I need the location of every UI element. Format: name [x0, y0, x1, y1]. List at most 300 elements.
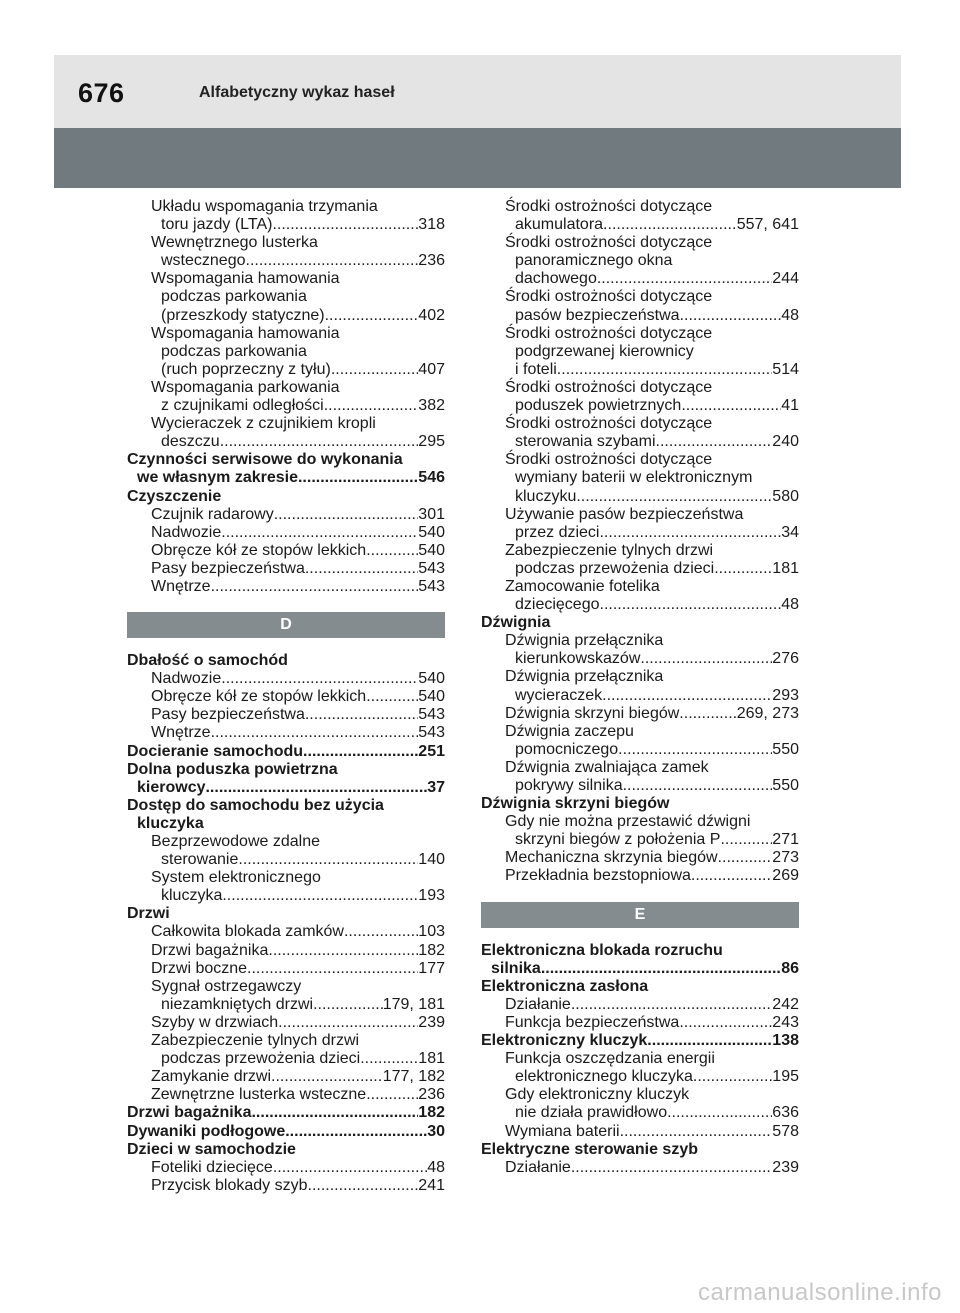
index-subentry	[481, 343, 799, 361]
entry-text: Środki ostrożności dotyczące	[505, 324, 713, 342]
page-ref: 241	[418, 1176, 445, 1194]
entry-text: elektronicznego kluczyka	[515, 1068, 693, 1086]
index-subentry	[481, 777, 799, 795]
page-ref: 251	[418, 742, 445, 760]
index-entry	[127, 905, 445, 923]
section-header-e: E	[481, 902, 799, 928]
entry-text: pasów bezpieczeństwa	[515, 306, 680, 324]
page-ref: 271	[772, 831, 799, 849]
leader-dots	[285, 1123, 427, 1141]
index-subentry	[481, 687, 799, 705]
page-ref: 540	[418, 670, 445, 688]
page-ref: 181	[418, 1050, 445, 1068]
entry-text: Obręcze kół ze stopów lekkich	[151, 688, 367, 706]
page-ref: 195	[772, 1068, 799, 1086]
entry-text: Przycisk blokady szyb	[151, 1176, 308, 1194]
index-entry	[127, 815, 445, 833]
leader-dots	[211, 724, 419, 742]
index-subentry	[127, 1159, 445, 1177]
index-subentry	[481, 996, 799, 1014]
index-subentry	[481, 415, 799, 433]
watermark: carmanualsonline.info	[698, 1279, 942, 1306]
index-subentry	[127, 234, 445, 252]
index-subentry	[127, 670, 445, 688]
index-subentry	[481, 325, 799, 343]
index-subentry	[127, 978, 445, 996]
page-ref: 550	[772, 777, 799, 794]
entry-text: Środki ostrożności dotyczące	[505, 378, 713, 396]
leader-dots	[620, 1123, 773, 1141]
page-ref: 140	[418, 851, 445, 869]
entry-text: Środki ostrożności dotyczące	[505, 451, 713, 469]
index-subentry	[481, 379, 799, 397]
index-subentry	[127, 851, 445, 869]
index-subentry	[127, 524, 445, 542]
entry-text: Dostęp do samochodu bez użycia	[127, 796, 384, 814]
page-ref: 301	[418, 505, 445, 523]
page-ref: 182	[418, 941, 445, 959]
page-ref: 578	[772, 1122, 799, 1140]
leader-dots	[247, 960, 418, 978]
index-subentry	[481, 849, 799, 867]
entry-text: Elektroniczna zasłona	[481, 977, 649, 995]
entry-text: Dźwignia przełącznika	[505, 632, 664, 650]
leader-dots	[600, 596, 782, 614]
entry-text: Wnętrze	[151, 724, 211, 742]
entry-text: podgrzewanej kierownicy	[515, 342, 694, 360]
entry-text: niezamkniętych drzwi	[161, 995, 314, 1013]
page-ref: 543	[418, 724, 445, 742]
entry-text: kierunkowskazów	[515, 650, 641, 668]
index-subentry	[481, 813, 799, 831]
page-ref: 276	[772, 650, 799, 668]
entry-text: skrzyni biegów z położenia P	[515, 831, 721, 849]
entry-text: Funkcja oszczędzania energii	[505, 1050, 715, 1068]
page-ref: 243	[772, 1013, 799, 1031]
index-subentry	[127, 361, 445, 379]
entry-text: Czynności serwisowe do wykonania	[127, 451, 403, 469]
leader-dots	[714, 560, 772, 578]
index-entry	[127, 488, 445, 506]
index-entry	[481, 795, 799, 813]
index-subentry	[127, 379, 445, 397]
index-subentry	[127, 343, 445, 361]
entry-text: Szyby w drzwiach	[151, 1013, 279, 1031]
entry-text: Dźwignia zaczepu	[505, 722, 634, 740]
entry-text: Środki ostrożności dotyczące	[505, 288, 713, 306]
entry-text: wstecznego	[161, 252, 246, 270]
entry-text: Drzwi bagażnika	[151, 941, 269, 959]
index-subentry	[481, 668, 799, 686]
entry-text: sterowania szybami	[515, 433, 656, 451]
page-ref: 580	[772, 487, 799, 505]
entry-text: kluczyka	[137, 814, 204, 832]
index-subentry	[127, 1050, 445, 1068]
index-subentry	[127, 270, 445, 288]
entry-text: Dźwignia przełącznika	[505, 668, 664, 686]
entry-text: akumulatora	[515, 216, 604, 234]
page-ref: 239	[418, 1013, 445, 1031]
leader-dots	[271, 1068, 383, 1086]
index-entry	[127, 652, 445, 670]
index-subentry	[481, 831, 799, 849]
page-ref: 103	[418, 923, 445, 941]
page-ref: 540	[418, 541, 445, 559]
index-subentry	[481, 650, 799, 668]
leader-dots	[602, 687, 772, 705]
header-bar	[54, 55, 901, 128]
entry-text: nie działa prawidłowo	[515, 1104, 668, 1122]
page-ref: 540	[418, 523, 445, 541]
entry-text: we własnym zakresie	[137, 469, 298, 487]
index-entry	[481, 960, 799, 978]
leader-dots	[679, 705, 736, 723]
page-ref: 179, 181	[382, 995, 445, 1013]
index-entry	[127, 743, 445, 761]
entry-text: podczas parkowania	[161, 288, 307, 306]
index-entry	[481, 1141, 799, 1159]
leader-dots	[313, 996, 383, 1014]
leader-dots	[273, 1159, 427, 1177]
entry-text: pomocniczego	[515, 740, 619, 758]
page-ref: 273	[772, 849, 799, 867]
entry-text: Gdy nie można przestawić dźwigni	[505, 813, 751, 831]
entry-text: pokrywy silnika	[515, 777, 623, 794]
leader-dots	[303, 743, 418, 761]
leader-dots	[305, 706, 418, 724]
leader-dots	[344, 923, 418, 941]
entry-text: Drzwi	[127, 905, 170, 923]
index-subentry	[127, 307, 445, 325]
index-subentry	[481, 307, 799, 325]
leader-dots	[576, 488, 772, 506]
entry-text: Środki ostrożności dotyczące	[505, 234, 713, 252]
leader-dots	[691, 867, 772, 885]
page-ref: 636	[772, 1104, 799, 1122]
entry-text: Dzieci w samochodzie	[127, 1140, 296, 1158]
entry-text: Gdy elektroniczny kluczyk	[505, 1086, 690, 1104]
entry-text: Czujnik radarowy	[151, 505, 274, 523]
entry-text: (ruch poprzeczny z tyłu)	[161, 360, 331, 378]
leader-dots	[693, 1068, 772, 1086]
leader-dots	[305, 560, 418, 578]
index-entry	[481, 614, 799, 632]
page-ref: 543	[418, 706, 445, 724]
entry-text: panoramicznego okna	[515, 252, 673, 270]
entry-text: Dźwignia zwalniająca zamek	[505, 758, 709, 776]
index-subentry	[127, 688, 445, 706]
entry-text: Wspomagania parkowania	[151, 378, 340, 396]
leader-dots	[597, 270, 772, 288]
entry-text: Nadwozie	[151, 670, 222, 688]
page-ref: 244	[772, 270, 799, 288]
entry-text: dziecięcego	[515, 596, 600, 614]
page-ref: 239	[772, 1158, 799, 1176]
index-subentry	[127, 996, 445, 1014]
page-ref: 181	[772, 559, 799, 577]
leader-dots	[557, 361, 773, 379]
leader-dots	[680, 307, 782, 325]
entry-text: Środki ostrożności dotyczące	[505, 415, 713, 433]
entry-text: Pasy bezpieczeństwa	[151, 706, 305, 724]
index-column-left	[127, 198, 445, 1195]
page-ref: 182	[418, 1104, 445, 1122]
leader-dots	[211, 578, 419, 596]
entry-text: Elektroniczna blokada rozruchu	[481, 941, 723, 959]
index-subentry	[127, 198, 445, 216]
entry-text: i foteli	[515, 360, 557, 378]
leader-dots	[221, 524, 418, 542]
index-subentry	[127, 942, 445, 960]
entry-text: Docieranie samochodu	[127, 742, 304, 760]
entry-text: Dźwignia skrzyni biegów	[505, 704, 680, 722]
index-entry	[481, 1032, 799, 1050]
index-subentry	[127, 397, 445, 415]
entry-text: kierowcy	[137, 778, 206, 796]
leader-dots	[603, 216, 737, 234]
entry-text: kluczyka	[161, 887, 223, 905]
index-subentry	[127, 560, 445, 578]
index-subentry	[481, 1123, 799, 1141]
page-ref: 382	[418, 397, 445, 415]
leader-dots	[647, 1032, 772, 1050]
index-subentry	[481, 288, 799, 306]
entry-text: Dolna poduszka powietrzna	[127, 760, 338, 778]
index-entry	[127, 1104, 445, 1122]
header-band	[54, 128, 901, 188]
leader-dots	[308, 1177, 419, 1195]
index-entry	[481, 942, 799, 960]
leader-dots	[667, 1104, 772, 1122]
entry-text: Dywaniki podłogowe	[127, 1122, 286, 1140]
entry-text: Przekładnia bezstopniowa	[505, 867, 691, 885]
page-ref: 48	[427, 1158, 445, 1176]
index-subentry	[481, 741, 799, 759]
index-subentry	[127, 542, 445, 560]
index-subentry	[481, 1014, 799, 1032]
section-header-d: D	[127, 612, 445, 638]
index-subentry	[481, 397, 799, 415]
entry-text: Drzwi boczne	[151, 959, 248, 977]
entry-text: Elektryczne sterowanie szyb	[481, 1140, 698, 1158]
index-subentry	[481, 524, 799, 542]
index-subentry	[481, 488, 799, 506]
entry-text: Działanie	[505, 1158, 571, 1176]
index-subentry	[127, 1086, 445, 1104]
index-subentry	[127, 887, 445, 905]
page-ref: 138	[772, 1032, 799, 1050]
page-ref: 543	[418, 577, 445, 595]
index-subentry	[481, 469, 799, 487]
entry-text: podczas parkowania	[161, 342, 307, 360]
entry-text: Sygnał ostrzegawczy	[151, 977, 302, 995]
index-subentry	[481, 198, 799, 216]
entry-text: Zabezpieczenie tylnych drzwi	[505, 541, 714, 559]
index-entry	[481, 978, 799, 996]
leader-dots	[268, 942, 418, 960]
entry-text: sterowanie	[161, 851, 239, 869]
index-subentry	[127, 724, 445, 742]
entry-text: Czyszczenie	[127, 487, 222, 505]
entry-text: wymiany baterii w elektronicznym	[515, 469, 753, 487]
index-subentry	[481, 867, 799, 885]
entry-text: Środki ostrożności dotyczące	[505, 198, 713, 215]
index-subentry	[127, 960, 445, 978]
entry-text: Wspomagania hamowania	[151, 324, 340, 342]
index-subentry	[127, 216, 445, 234]
index-subentry	[127, 1068, 445, 1086]
entry-text: kluczyku	[515, 487, 577, 505]
leader-dots	[278, 1014, 418, 1032]
leader-dots	[366, 542, 418, 560]
index-subentry	[481, 560, 799, 578]
page-ref: 295	[418, 433, 445, 451]
page-ref: 86	[781, 959, 799, 977]
leader-dots	[599, 524, 781, 542]
leader-dots	[366, 1086, 418, 1104]
page-ref: 177	[418, 959, 445, 977]
index-subentry	[481, 1104, 799, 1122]
leader-dots	[222, 887, 418, 905]
index-subentry	[481, 1068, 799, 1086]
entry-text: Działanie	[505, 995, 571, 1013]
index-subentry	[127, 706, 445, 724]
page-ref: 402	[418, 306, 445, 324]
leader-dots	[324, 397, 419, 415]
page-ref: 557, 641	[736, 216, 799, 234]
index-entry	[127, 469, 445, 487]
entry-text: Zamykanie drzwi	[151, 1068, 272, 1086]
index-subentry	[481, 1159, 799, 1177]
index-subentry	[481, 542, 799, 560]
page-ref: 269, 273	[736, 704, 799, 722]
entry-text: System elektronicznego	[151, 869, 321, 887]
entry-text: z czujnikami odległości	[161, 397, 324, 415]
page-ref: 242	[772, 995, 799, 1013]
leader-dots	[571, 1159, 772, 1177]
index-subentry	[481, 759, 799, 777]
index-subentry	[481, 451, 799, 469]
entry-text: podczas przewożenia dzieci	[161, 1050, 361, 1068]
entry-text: silnika	[491, 959, 541, 977]
index-subentry	[481, 270, 799, 288]
page-ref: 407	[418, 360, 445, 378]
entry-text: dachowego	[515, 270, 597, 288]
entry-text: Dźwignia skrzyni biegów	[481, 795, 670, 813]
entry-text: Wnętrze	[151, 577, 211, 595]
leader-dots	[238, 851, 418, 869]
entry-text: Pasy bezpieczeństwa	[151, 559, 305, 577]
entry-text: Zewnętrzne lusterka wsteczne	[151, 1086, 367, 1104]
leader-dots	[623, 777, 773, 795]
entry-text: Wewnętrznego lusterka	[151, 234, 318, 252]
index-subentry	[481, 506, 799, 524]
index-subentry	[481, 252, 799, 270]
entry-text: Zabezpieczenie tylnych drzwi	[151, 1032, 360, 1050]
entry-text: Wspomagania hamowania	[151, 270, 340, 288]
leader-dots	[656, 433, 773, 451]
index-subentry	[127, 869, 445, 887]
page-ref: 269	[772, 867, 799, 885]
page-ref: 240	[772, 433, 799, 451]
leader-dots	[618, 741, 772, 759]
leader-dots	[205, 779, 427, 797]
index-subentry	[127, 506, 445, 524]
page-ref: 550	[772, 740, 799, 758]
entry-text: deszczu	[161, 433, 220, 451]
index-column-right	[481, 198, 799, 1177]
entry-text: wycieraczek	[515, 686, 603, 704]
leader-dots	[298, 469, 418, 487]
index-subentry	[481, 705, 799, 723]
index-entry	[127, 761, 445, 779]
index-subentry	[127, 1177, 445, 1195]
index-subentry	[127, 325, 445, 343]
entry-text: Używanie pasów bezpieczeństwa	[505, 505, 744, 523]
page-title: Alfabetyczny wykaz haseł	[199, 84, 395, 101]
page-ref: 236	[418, 252, 445, 270]
leader-dots	[272, 216, 418, 234]
index-subentry	[127, 1032, 445, 1050]
entry-text: Mechaniczna skrzynia biegów	[505, 849, 718, 867]
entry-text: Wycieraczek z czujnikiem kropli	[151, 415, 376, 433]
index-subentry	[481, 1050, 799, 1068]
index-subentry	[481, 216, 799, 234]
index-subentry	[127, 833, 445, 851]
page-ref: 193	[418, 887, 445, 905]
page-ref: 236	[418, 1086, 445, 1104]
page-ref: 177, 182	[382, 1068, 445, 1086]
leader-dots	[679, 1014, 772, 1032]
page-ref: 543	[418, 559, 445, 577]
leader-dots	[720, 831, 772, 849]
index-subentry	[481, 578, 799, 596]
page-ref: 514	[772, 360, 799, 378]
index-subentry	[127, 252, 445, 270]
entry-text: poduszek powietrznych	[515, 397, 682, 415]
index-entry	[127, 797, 445, 815]
entry-text: Obręcze kół ze stopów lekkich	[151, 541, 367, 559]
index-subentry	[127, 433, 445, 451]
index-subentry	[127, 415, 445, 433]
entry-text: Funkcja bezpieczeństwa	[505, 1013, 680, 1031]
index-entry	[127, 779, 445, 797]
leader-dots	[331, 361, 418, 379]
index-subentry	[127, 288, 445, 306]
leader-dots	[220, 433, 419, 451]
page-ref: 41	[781, 397, 799, 415]
leader-dots	[640, 650, 772, 668]
page-ref: 48	[781, 596, 799, 614]
page-ref: 318	[418, 216, 445, 234]
index-entry	[127, 1141, 445, 1159]
entry-text: Nadwozie	[151, 523, 222, 541]
index-subentry	[481, 361, 799, 379]
entry-text: (przeszkody statyczne)	[161, 306, 325, 324]
index-subentry	[481, 723, 799, 741]
index-subentry	[481, 1086, 799, 1104]
entry-text: Foteliki dziecięce	[151, 1158, 273, 1176]
index-subentry	[481, 234, 799, 252]
index-subentry	[481, 632, 799, 650]
leader-dots	[221, 670, 418, 688]
leader-dots	[718, 849, 773, 867]
entry-text: Wymiana baterii	[505, 1122, 620, 1140]
leader-dots	[541, 960, 781, 978]
page-number: 676	[78, 78, 125, 108]
leader-dots	[681, 397, 781, 415]
entry-text: Dbałość o samochód	[127, 652, 288, 670]
